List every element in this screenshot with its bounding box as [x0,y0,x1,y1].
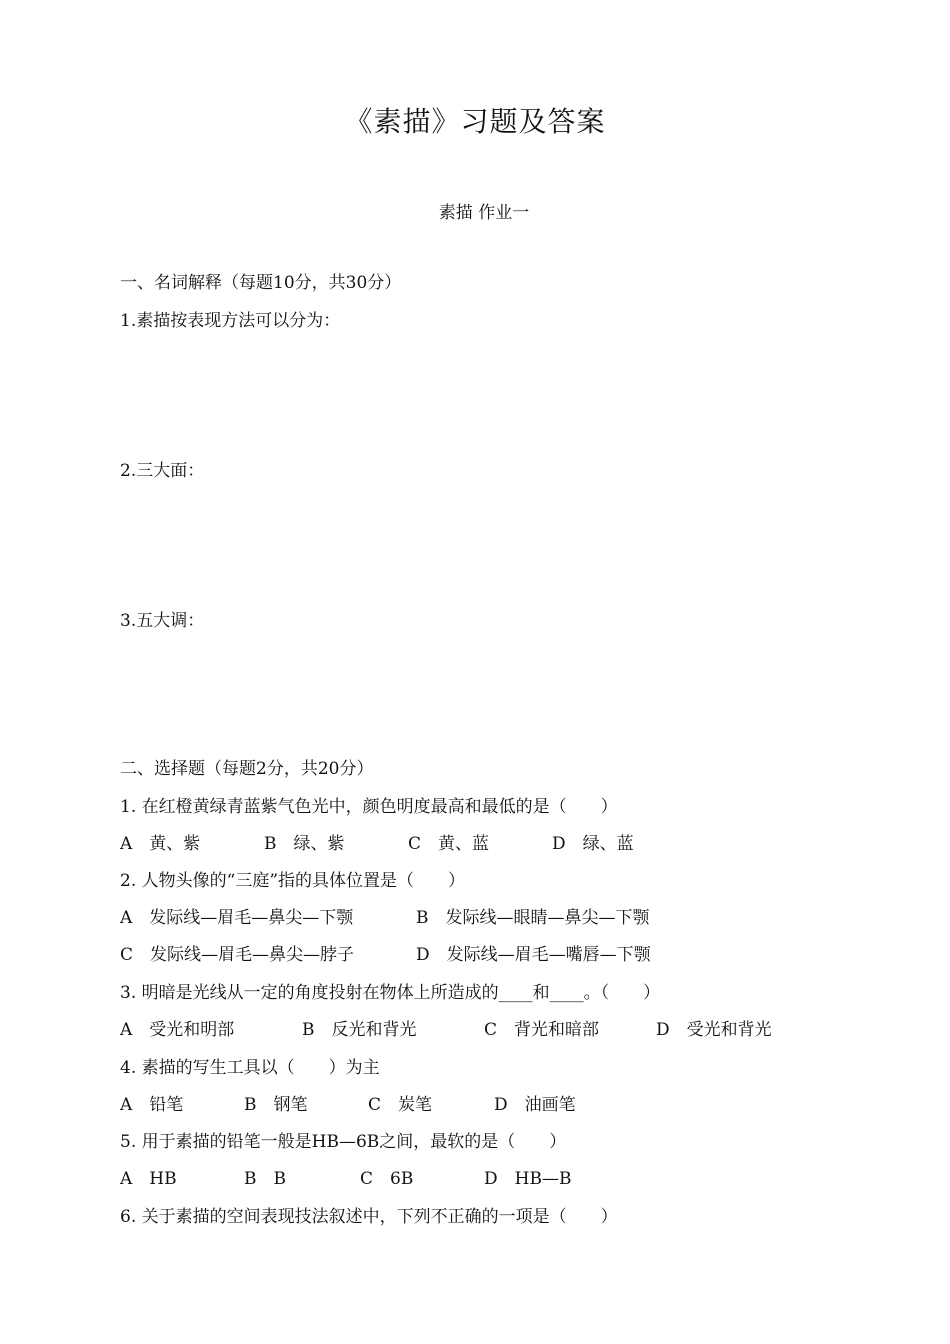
answer-option: C 背光和暗部 [484,1020,600,1040]
answer-option: B 绿、紫 [264,834,345,854]
section-heading-choice: 二、选择题（每题2分，共20分） [120,759,374,779]
question-text: 4. 素描的写生工具以（ ）为主 [120,1058,380,1078]
answer-option: C 发际线—眉毛—鼻尖—脖子 [120,945,355,965]
section-heading-definitions: 一、名词解释（每题10分，共30分） [120,273,402,293]
definition-item: 3.五大调： [120,611,205,631]
answer-option: A 发际线—眉毛—鼻尖—下颚 [120,908,354,928]
question-text: 6. 关于素描的空间表现技法叙述中，下列不正确的一项是（ ） [120,1207,618,1227]
question-text: 2. 人物头像的“三庭”指的具体位置是（ ） [120,871,466,891]
question-text: 1. 在红橙黄绿青蓝紫气色光中，颜色明度最高和最低的是（ ） [120,797,618,817]
definition-item: 1.素描按表现方法可以分为： [120,311,341,331]
question-text: 5. 用于素描的铅笔一般是HB—6B之间，最软的是（ ） [120,1132,567,1152]
answer-option: D 发际线—眉毛—嘴唇—下颚 [416,945,651,965]
answer-option: C 6B [360,1169,414,1189]
document-subtitle: 素描 作业一 [438,203,530,223]
answer-option: B 发际线—眼睛—鼻尖—下颚 [416,908,650,928]
answer-option: B 钢笔 [244,1095,308,1115]
definition-item: 2.三大面： [120,461,205,481]
answer-option: D 油画笔 [494,1095,576,1115]
answer-option: A 铅笔 [120,1095,184,1115]
answer-option: D 绿、蓝 [552,834,634,854]
answer-option: A HB [120,1169,177,1189]
answer-option: D HB—B [484,1169,572,1189]
answer-option: C 黄、蓝 [408,834,490,854]
answer-option: C 炭笔 [368,1095,433,1115]
answer-option: B 反光和背光 [302,1020,417,1040]
answer-option: A 黄、紫 [120,834,201,854]
question-text: 3. 明暗是光线从一定的角度投射在物体上所造成的____和____。（ ） [120,983,661,1003]
answer-option: B B [244,1169,286,1189]
document-title: 《素描》习题及答案 [344,105,606,138]
answer-option: D 受光和背光 [656,1020,772,1040]
answer-option: A 受光和明部 [120,1020,235,1040]
